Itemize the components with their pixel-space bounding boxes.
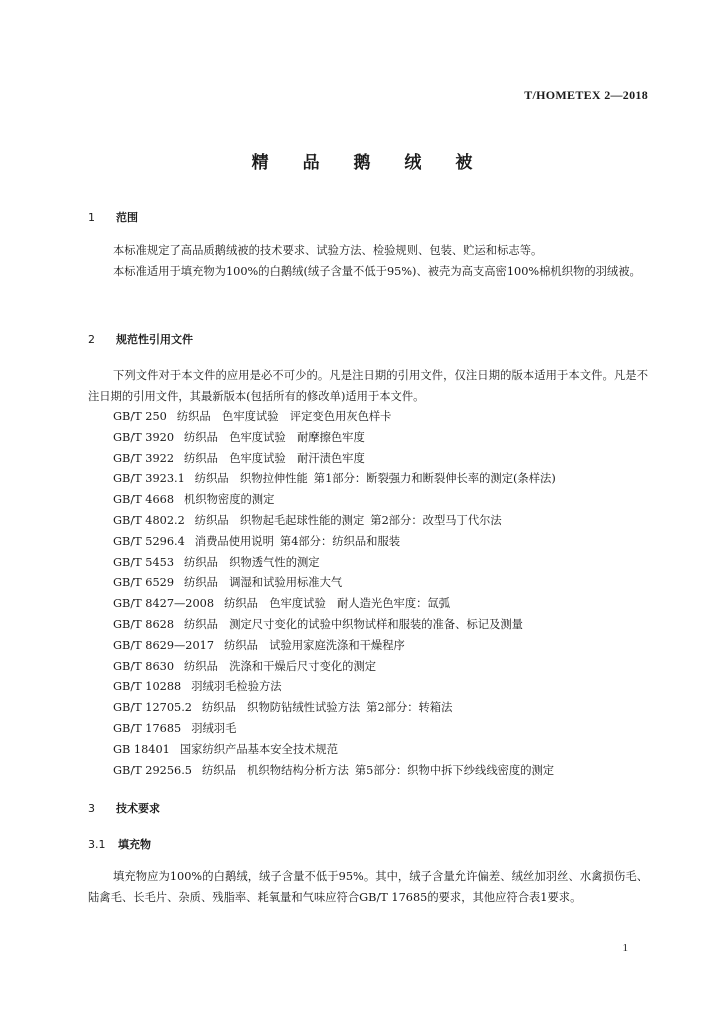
reference-code: GB/T 3920 xyxy=(113,430,175,444)
reference-code: GB/T 10288 xyxy=(113,680,182,694)
reference-item xyxy=(113,469,556,490)
reference-code: GB/T 17685 xyxy=(113,721,182,735)
reference-title: 纺织品 织物拉伸性能 xyxy=(194,472,308,486)
reference-item xyxy=(113,677,556,698)
reference-item xyxy=(113,719,556,740)
reference-title: 纺织品 洗涤和干燥后尺寸变化的测定 xyxy=(184,659,377,673)
reference-code: GB/T 5296.4 xyxy=(113,534,185,548)
reference-title: 羽绒羽毛 xyxy=(191,721,237,735)
section-2-heading xyxy=(88,331,193,347)
reference-title: 机织物密度的测定 xyxy=(184,493,275,507)
filling-paragraph: 填充物应为100%的白鹅绒，绒子含量不低于95%。其中，绒子含量允许偏差、绒丝加羽丝、水禽损伤毛、陆禽毛、长毛片、杂质、残脂率、耗氧量和气味应符合GB/T 17685的要求，其他应符合表1要求。 xyxy=(88,870,648,904)
reference-title: 羽绒羽毛检验方法 xyxy=(191,680,282,694)
document-title: 精 品 鹅 绒 被 xyxy=(251,153,487,173)
reference-item xyxy=(113,428,556,449)
reference-item xyxy=(113,594,556,615)
reference-item xyxy=(113,698,556,719)
reference-item xyxy=(113,449,556,470)
reference-item xyxy=(113,407,556,428)
reference-code: GB/T 8427—2008 xyxy=(113,597,215,611)
reference-code: GB/T 5453 xyxy=(113,555,175,569)
reference-list xyxy=(113,407,556,781)
scope-paragraph-1: 本标准规定了高品质鹅绒被的技术要求、试验方法、检验规则、包装、贮运和标志等。 xyxy=(113,244,543,257)
reference-title: 纺织品 色牢度试验 耐摩擦色牢度 xyxy=(184,430,365,444)
section-3-1-heading xyxy=(88,836,151,852)
reference-code: GB/T 4668 xyxy=(113,493,175,507)
reference-title: 纺织品 试验用家庭洗涤和干燥程序 xyxy=(224,638,405,652)
section-number: 3 xyxy=(88,802,95,815)
reference-title: 国家纺织产品基本安全技术规范 xyxy=(179,742,339,756)
reference-part: 第2部分：转箱法 xyxy=(366,701,453,715)
reference-code: GB/T 3923.1 xyxy=(113,472,185,486)
reference-item xyxy=(113,490,556,511)
reference-item xyxy=(113,740,556,761)
reference-code: GB/T 4802.2 xyxy=(113,513,185,527)
references-intro: 下列文件对于本文件的应用是必不可少的。凡是注日期的引用文件，仅注日期的版本适用于本文件。凡是不注日期的引用文件，其最新版本(包括所有的修改单)适用于本文件。 xyxy=(88,369,648,403)
reference-title: 纺织品 色牢度试验 评定变色用灰色样卡 xyxy=(176,410,392,423)
reference-title: 纺织品 织物起毛起球性能的测定 xyxy=(194,513,365,527)
section-title: 范围 xyxy=(116,211,138,224)
section-title: 填充物 xyxy=(118,838,151,851)
reference-item xyxy=(113,553,556,574)
reference-code: GB/T 8628 xyxy=(113,617,175,631)
section-1-heading xyxy=(88,209,138,225)
section-3-heading xyxy=(88,800,160,816)
reference-title: 纺织品 机织物结构分析方法 xyxy=(201,763,349,777)
section-title: 技术要求 xyxy=(116,802,160,815)
reference-title: 纺织品 织物透气性的测定 xyxy=(184,555,320,569)
section-number: 1 xyxy=(88,211,95,224)
reference-code: GB/T 29256.5 xyxy=(113,763,192,777)
reference-part: 第1部分：断裂强力和断裂伸长率的测定(条样法) xyxy=(313,472,556,486)
section-number: 2 xyxy=(88,333,95,346)
reference-code: GB/T 250 xyxy=(113,410,167,423)
reference-part: 第5部分：织物中拆下纱线线密度的测定 xyxy=(354,763,555,777)
reference-title: 纺织品 色牢度试验 耐汗渍色牢度 xyxy=(184,451,365,465)
reference-title: 纺织品 调湿和试验用标准大气 xyxy=(184,576,343,590)
reference-item xyxy=(113,657,556,678)
reference-code: GB/T 6529 xyxy=(113,576,175,590)
reference-part: 第2部分：改型马丁代尔法 xyxy=(370,513,502,527)
reference-code: GB/T 8629—2017 xyxy=(113,638,215,652)
reference-code: GB/T 12705.2 xyxy=(113,701,192,715)
standard-code: T/HOMETEX 2—2018 xyxy=(524,88,648,102)
reference-item xyxy=(113,761,556,782)
reference-item xyxy=(113,615,556,636)
reference-code: GB 18401 xyxy=(113,742,170,756)
reference-code: GB/T 3922 xyxy=(113,451,175,465)
reference-item xyxy=(113,573,556,594)
reference-title: 纺织品 织物防钻绒性试验方法 xyxy=(201,701,361,715)
reference-item xyxy=(113,532,556,553)
reference-code: GB/T 8630 xyxy=(113,659,175,673)
scope-paragraph-2: 本标准适用于填充物为100%的白鹅绒(绒子含量不低于95%)、被壳为高支高密100%棉机织物的羽绒被。 xyxy=(113,265,641,278)
reference-title: 纺织品 测定尺寸变化的试验中织物试样和服装的准备、标记及测量 xyxy=(184,617,523,631)
reference-item xyxy=(113,636,556,657)
page-number: 1 xyxy=(622,942,628,954)
reference-title: 纺织品 色牢度试验 耐人造光色牢度：氙弧 xyxy=(224,597,451,611)
reference-part: 第4部分：纺织品和服装 xyxy=(279,534,401,548)
section-number: 3.1 xyxy=(88,838,106,851)
reference-item xyxy=(113,511,556,532)
reference-title: 消费品使用说明 xyxy=(194,534,274,548)
section-title: 规范性引用文件 xyxy=(116,333,193,346)
